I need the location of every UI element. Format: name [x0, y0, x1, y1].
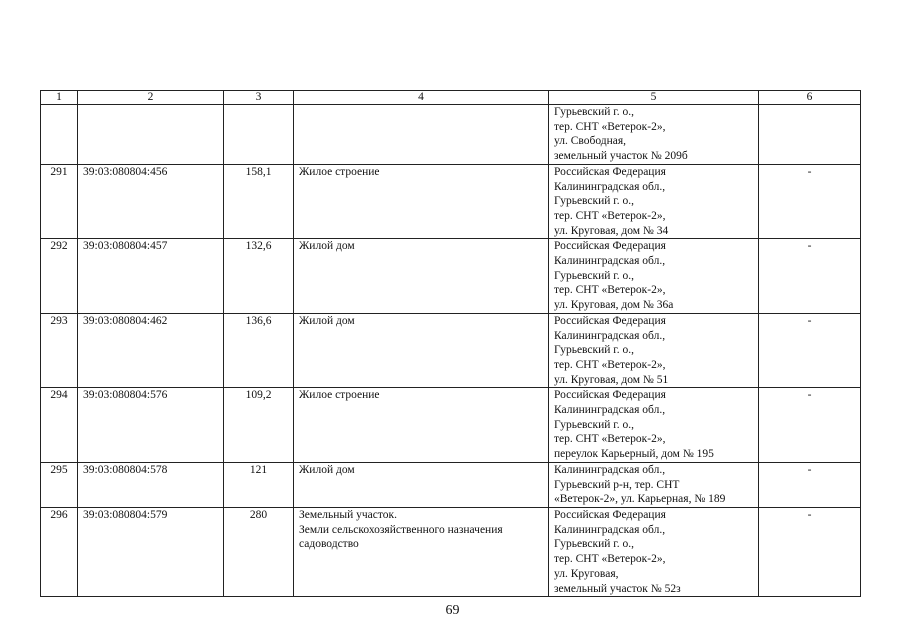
cadastral-number: 39:03:080804:456 [78, 164, 224, 239]
object-type-line: Жилой дом [299, 240, 355, 253]
table-row [41, 462, 861, 507]
table-row [41, 239, 861, 314]
object-type-line: Земельный участок. [299, 508, 397, 521]
note: - [759, 313, 861, 388]
cadastral-number: 39:03:080804:457 [78, 239, 224, 314]
note: - [759, 462, 861, 507]
row-number: 291 [41, 164, 78, 239]
header-col-4: 4 [294, 91, 549, 105]
area-value: 132,6 [224, 239, 294, 314]
object-type [294, 507, 549, 596]
address-line: земельный участок № 209б [554, 150, 688, 163]
note: - [759, 239, 861, 314]
address-line: Российская Федерация [554, 389, 666, 402]
address [549, 462, 759, 507]
address-line: Российская Федерация [554, 508, 666, 521]
address-line: Российская Федерация [554, 240, 666, 253]
address-line: Гурьевский г. о., [554, 344, 634, 357]
address [549, 239, 759, 314]
address-line: земельный участок № 52з [554, 582, 681, 595]
address-line: Калининградская обл., [554, 523, 666, 536]
address [549, 105, 759, 165]
address-line: Гурьевский г. о., [554, 418, 634, 431]
address-line: ул. Круговая, [554, 567, 619, 580]
note: - [759, 388, 861, 463]
area-value: 280 [224, 507, 294, 596]
table-row [41, 105, 861, 165]
address-line: Калининградская обл., [554, 329, 666, 342]
object-type [294, 388, 549, 463]
area-value: 121 [224, 462, 294, 507]
address-line: тер. СНТ «Ветерок-2», [554, 120, 666, 133]
address-line: Гурьевский г. о., [554, 538, 634, 551]
page-number: 69 [445, 603, 460, 618]
header-col-6: 6 [759, 91, 861, 105]
address-line: Российская Федерация [554, 165, 666, 178]
object-type [294, 313, 549, 388]
address-line: Гурьевский г. о., [554, 106, 634, 118]
note: - [759, 507, 861, 596]
object-type-line: садоводство [299, 538, 359, 551]
area-value [224, 105, 294, 165]
register-body [41, 105, 861, 597]
cadastral-number: 39:03:080804:578 [78, 462, 224, 507]
object-type-line: Жилое строение [299, 389, 380, 402]
address-line: тер. СНТ «Ветерок-2», [554, 358, 666, 371]
row-number: 292 [41, 239, 78, 314]
row-number [41, 105, 78, 165]
address-line: Калининградская обл., [554, 180, 666, 193]
address-line: тер. СНТ «Ветерок-2», [554, 209, 666, 222]
address [549, 164, 759, 239]
table-row [41, 507, 861, 596]
area-value: 109,2 [224, 388, 294, 463]
header-col-2: 2 [78, 91, 224, 105]
table-row [41, 388, 861, 463]
address-line: Российская Федерация [554, 314, 666, 327]
cadastral-number [78, 105, 224, 165]
address-line: Калининградская обл., [554, 255, 666, 268]
address-line: тер. СНТ «Ветерок-2», [554, 284, 666, 297]
header-col-3: 3 [224, 91, 294, 105]
header-col-1: 1 [41, 91, 78, 105]
address-line: ул. Свободная, [554, 135, 627, 148]
row-number: 296 [41, 507, 78, 596]
address-line: Гурьевский г. о., [554, 269, 634, 282]
object-type [294, 239, 549, 314]
address-line: тер. СНТ «Ветерок-2», [554, 553, 666, 566]
header-row [41, 91, 861, 105]
address-line: «Ветерок-2», ул. Карьерная, № 189 [554, 493, 726, 506]
row-number: 293 [41, 313, 78, 388]
register-table [40, 90, 861, 597]
object-type-line: Жилое строение [299, 165, 380, 178]
cadastral-number: 39:03:080804:579 [78, 507, 224, 596]
object-type-line: Жилой дом [299, 463, 355, 476]
address [549, 388, 759, 463]
address-line: Калининградская обл., [554, 404, 666, 417]
object-type-line: Земли сельскохозяйственного назначения [299, 523, 503, 536]
table-row [41, 313, 861, 388]
address [549, 313, 759, 388]
object-type [294, 105, 549, 165]
address-line: Гурьевский г. о., [554, 195, 634, 208]
note [759, 105, 861, 165]
object-type-line: Жилой дом [299, 314, 355, 327]
address-line: ул. Круговая, дом № 51 [554, 373, 669, 386]
cadastral-number: 39:03:080804:462 [78, 313, 224, 388]
area-value: 158,1 [224, 164, 294, 239]
object-type [294, 462, 549, 507]
object-type [294, 164, 549, 239]
address-line: ул. Круговая, дом № 34 [554, 224, 669, 237]
address-line: ул. Круговая, дом № 36а [554, 299, 674, 312]
header-col-5: 5 [549, 91, 759, 105]
row-number: 294 [41, 388, 78, 463]
address-line: Гурьевский р-н, тер. СНТ [554, 478, 680, 491]
address-line: тер. СНТ «Ветерок-2», [554, 433, 666, 446]
area-value: 136,6 [224, 313, 294, 388]
cadastral-number: 39:03:080804:576 [78, 388, 224, 463]
table-row [41, 164, 861, 239]
address [549, 507, 759, 596]
row-number: 295 [41, 462, 78, 507]
address-line: переулок Карьерный, дом № 195 [554, 448, 714, 461]
address-line: Калининградская обл., [554, 463, 666, 476]
note: - [759, 164, 861, 239]
